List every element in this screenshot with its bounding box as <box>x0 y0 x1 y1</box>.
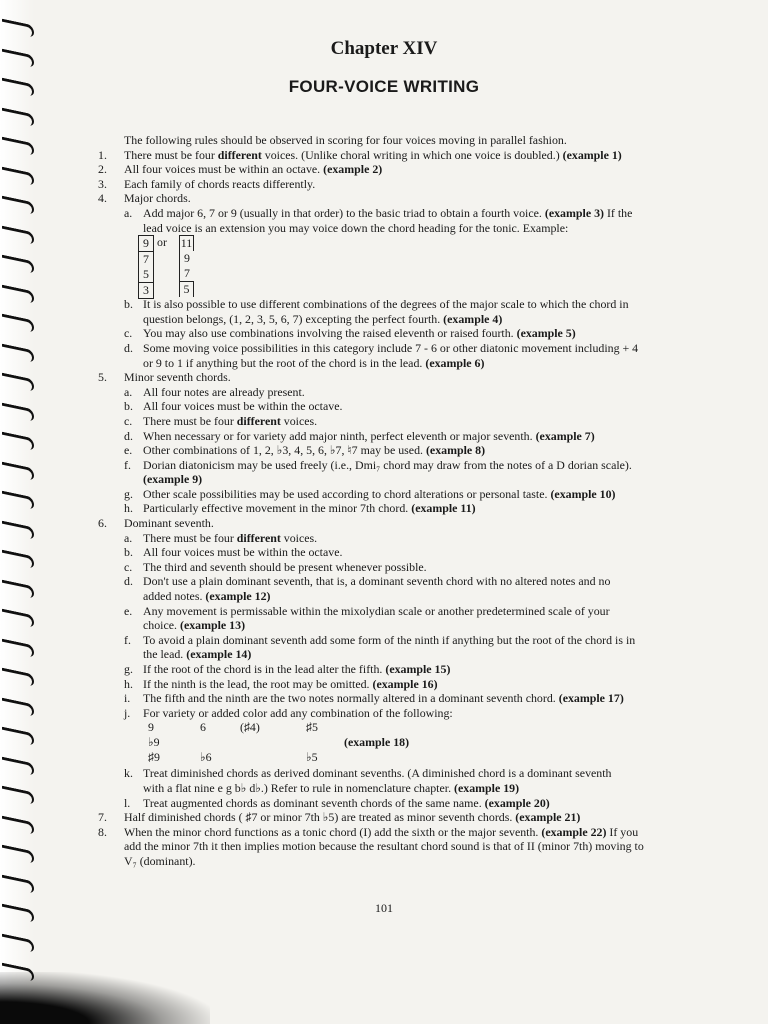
spiral-binding <box>0 0 34 1024</box>
rule-6 <box>98 516 683 531</box>
rule-3 <box>98 177 683 192</box>
rule-4a <box>98 206 683 221</box>
example-ref: (example 19) <box>454 780 520 795</box>
rule-number: 4. <box>98 191 107 206</box>
rule-text: If the ninth is the lead, the root may be omitted. <box>143 676 373 691</box>
voicing-degree: 9 <box>139 235 153 252</box>
intro-text: The following rules should be observed in scoring for four voices moving in parallel fashion. <box>124 133 567 147</box>
rule-6k <box>98 766 683 781</box>
tone-cell: ♯5 <box>306 720 318 735</box>
example-ref: (example 17) <box>558 691 624 706</box>
rule-text: To avoid a plain dominant seventh add some form of the ninth if anything but the root of the chord is in <box>143 632 636 647</box>
sub-label: e. <box>124 443 133 458</box>
rule-5a <box>98 385 683 400</box>
rule-text: Half diminished chords ( ♯7 or minor 7th ♭5) are treated as minor seventh chords. <box>124 810 516 825</box>
rule-4a-cont: lead voice is an extension you may voice down the chord heading for the tonic. Example: <box>143 220 569 235</box>
rule-text: All four voices must be within the octave. <box>143 545 343 560</box>
rule-text: All four voices must be within an octave. <box>124 162 324 177</box>
binding-coil <box>2 432 34 451</box>
example-ref: (example 13) <box>179 618 246 633</box>
binding-coil <box>2 107 34 126</box>
voicing-degree: 7 <box>184 266 190 281</box>
rule-6d <box>98 574 683 589</box>
rule-text: The fifth and the ninth are the two notes normally altered in a dominant seventh chord. <box>143 691 559 706</box>
rule-6e-cont <box>98 618 683 633</box>
rule-5d <box>98 429 683 444</box>
binding-coil <box>2 314 34 333</box>
rule-text: You may also use combinations involving the raised eleventh or raised fourth. <box>143 326 517 341</box>
example-ref: (example 5) <box>516 326 576 341</box>
example-ref: (example 11) <box>411 501 476 516</box>
voicing-stack-left <box>138 235 154 299</box>
example-ref: (example 16) <box>372 676 438 691</box>
rules-body <box>98 133 683 869</box>
binding-coil <box>2 461 34 480</box>
rule-text: Any movement is permissable within the mixolydian scale or another predetermined scale of your <box>143 603 610 618</box>
rule-6c <box>98 560 683 575</box>
example-ref: (example 14) <box>186 647 252 662</box>
binding-coil <box>2 609 34 628</box>
example-ref: (example 8) <box>425 443 486 458</box>
rule-text: Don't use a plain dominant seventh, that is, a dominant seventh chord with no altered notes and no <box>143 574 611 589</box>
rule-5e <box>98 443 683 458</box>
rule-8-cont: add the minor 7th it then implies motion because the resultant chord sound is that of II (minor 7th) moving to <box>124 839 644 854</box>
voicing-or: or <box>157 235 167 250</box>
example-ref: (example 9) <box>143 472 203 487</box>
rule-4d-cont <box>98 356 683 371</box>
rule-4b <box>98 297 683 312</box>
rule-6h <box>98 677 683 692</box>
rule-text: Minor seventh chords. <box>124 370 231 385</box>
rule-number: 6. <box>98 516 107 531</box>
tone-cell: 9 <box>148 720 154 735</box>
voicing-stack-right <box>179 235 194 297</box>
rule-text: Each family of chords reacts differently. <box>124 176 316 191</box>
rule-8 <box>98 825 683 840</box>
example-ref: (example 1) <box>562 147 622 162</box>
tone-cell: 6 <box>200 720 206 735</box>
tone-cell: ♭9 <box>148 734 160 749</box>
example-ref: (example 7) <box>535 428 595 443</box>
binding-coil <box>2 284 34 303</box>
page-title: FOUR-VOICE WRITING <box>288 77 480 96</box>
sub-label: a. <box>124 530 133 545</box>
sub-label: d. <box>124 428 133 443</box>
rule-text: Other scale possibilities may be used according to chord alterations or personal taste. <box>143 486 551 501</box>
rule-text: All four notes are already present. <box>143 384 305 399</box>
rule-5f-cont <box>98 472 683 487</box>
sub-label: b. <box>124 297 133 312</box>
sub-label: i. <box>124 691 131 706</box>
rule-5f <box>98 458 683 473</box>
example-ref: (example 21) <box>515 810 581 825</box>
binding-coil <box>2 137 34 156</box>
rule-5 <box>98 370 683 385</box>
rule-text: There must be four <box>143 413 237 428</box>
binding-coil <box>2 815 34 834</box>
sub-label: e. <box>124 603 133 618</box>
voicing-degree: 9 <box>184 251 190 266</box>
rule-6d-cont <box>98 589 683 604</box>
sub-label: h. <box>124 676 133 691</box>
rule-number: 8. <box>98 824 107 839</box>
page-number: 101 <box>375 901 393 915</box>
binding-coil <box>2 727 34 746</box>
sub-label: c. <box>124 559 133 574</box>
tone-cell: ♭5 <box>306 749 318 764</box>
example-ref: (example 6) <box>425 355 485 370</box>
rule-6f-cont <box>98 647 683 662</box>
rule-text: Particularly effective movement in the minor 7th chord. <box>143 501 412 516</box>
voicing-degree: 3 <box>139 282 153 299</box>
example-ref: (example 3) <box>544 205 604 220</box>
rule-7 <box>98 810 683 825</box>
binding-coil <box>2 166 34 185</box>
chapter-heading: Chapter XIV <box>330 38 438 59</box>
binding-coil <box>2 491 34 510</box>
binding-coil <box>2 343 34 362</box>
sub-label: d. <box>124 574 133 589</box>
rule-text: Treat augmented chords as dominant seventh chords of the same name. <box>143 795 485 810</box>
rule-text: voices. <box>280 413 318 428</box>
rule-text: If you <box>606 824 639 839</box>
voicing-degree: 5 <box>180 281 194 297</box>
rule-6f <box>98 633 683 648</box>
rule-text: If the root of the chord is in the lead alter the fifth. <box>143 662 386 676</box>
binding-coil <box>2 933 34 952</box>
rule-text: Add major 6, 7 or 9 (usually in that order) to the basic triad to obtain a fourth voice. <box>143 205 545 220</box>
voicing-degree: 5 <box>143 267 149 282</box>
rule-text: All four voices must be within the octave. <box>143 399 343 414</box>
binding-coil <box>2 756 34 775</box>
rule-6k-cont <box>98 781 683 796</box>
binding-coil <box>2 668 34 687</box>
rule-4d <box>98 341 683 356</box>
example-ref: (example 12) <box>205 589 271 604</box>
rule-5h <box>98 501 683 516</box>
rule-text: When the minor chord functions as a tonic chord (I) add the sixth or the major seventh. <box>124 824 542 839</box>
rule-text: When necessary or for variety add major ninth, perfect eleventh or major seventh. <box>143 428 536 443</box>
binding-coil <box>2 19 34 38</box>
sub-label: h. <box>124 501 133 516</box>
rule-number: 1. <box>98 147 107 162</box>
binding-coil <box>2 373 34 392</box>
voicing-degree: 11 <box>180 236 193 251</box>
example-ref: (example 10) <box>550 486 616 501</box>
color-tones-table <box>148 720 683 766</box>
rule-8-cont: V₇ (dominant). <box>124 853 196 868</box>
rule-4 <box>98 191 683 206</box>
rule-text: There must be four <box>143 530 237 545</box>
sub-label: j. <box>124 705 131 720</box>
sub-label: c. <box>124 413 133 428</box>
rule-text: with a flat nine e g b♭ d♭.) Refer to rule in nomenclature chapter. <box>143 780 455 795</box>
rule-text: voices. <box>280 530 318 545</box>
rule-6e <box>98 604 683 619</box>
sub-label: g. <box>124 662 133 676</box>
binding-coil <box>2 786 34 805</box>
sub-label: f. <box>124 457 131 472</box>
binding-coil <box>2 255 34 274</box>
rule-6b <box>98 545 683 560</box>
sub-label: b. <box>124 545 133 560</box>
rule-text: the lead. <box>143 647 187 662</box>
rule-text: choice. <box>143 618 180 633</box>
binding-coil <box>2 196 34 215</box>
voicing-degree: 7 <box>143 252 149 267</box>
rule-text: Dominant seventh. <box>124 516 214 531</box>
sub-label: k. <box>124 766 133 781</box>
sub-label: a. <box>124 205 133 220</box>
emphasis: different <box>217 147 262 162</box>
rule-text: question belongs, (1, 2, 3, 5, 6, 7) excepting the perfect fourth. <box>143 311 444 326</box>
rule-number: 2. <box>98 162 107 177</box>
binding-coil <box>2 520 34 539</box>
sub-label: c. <box>124 326 133 341</box>
rule-5b <box>98 399 683 414</box>
sub-label: d. <box>124 340 133 355</box>
sub-label: b. <box>124 399 133 414</box>
rule-text: Other combinations of 1, 2, ♭3, 4, 5, 6, ♭7, ♮7 may be used. <box>143 443 426 458</box>
rule-4c <box>98 326 683 341</box>
emphasis: different <box>236 530 281 545</box>
sub-label: g. <box>124 486 133 501</box>
binding-coil <box>2 225 34 244</box>
binding-coil <box>2 402 34 421</box>
rule-text: If the <box>603 205 633 220</box>
rule-text: For variety or added color add any combination of the following: <box>143 705 453 720</box>
example-ref: (example 4) <box>443 311 503 326</box>
rule-number: 7. <box>98 810 107 825</box>
binding-coil <box>2 874 34 893</box>
example-ref: (example 20) <box>484 795 550 810</box>
rule-number: 3. <box>98 176 107 191</box>
tone-cell: (♯4) <box>240 720 260 735</box>
rule-text: There must be four <box>124 147 218 162</box>
binding-coil <box>2 550 34 569</box>
binding-coil <box>2 697 34 716</box>
rule-text: Some moving voice possibilities in this category include 7 - 6 or other diatonic movement including + 4 <box>143 340 639 355</box>
rule-text: Treat diminished chords as derived dominant sevenths. (A diminished chord is a dominant seventh <box>143 766 612 781</box>
rule-6a <box>98 531 683 546</box>
tone-cell: ♯9 <box>148 749 160 764</box>
rule-text: The third and seventh should be present whenever possible. <box>143 559 427 574</box>
rule-5c <box>98 414 683 429</box>
example-ref: (example 22) <box>541 824 607 839</box>
sub-label: a. <box>124 384 133 399</box>
example-ref: (example 2) <box>323 162 383 177</box>
binding-coil <box>2 579 34 598</box>
example-ref: (example 15) <box>385 662 451 676</box>
example-ref: (example 18) <box>344 734 410 749</box>
sub-label: l. <box>124 795 131 810</box>
tone-cell: ♭6 <box>200 749 212 764</box>
binding-coil <box>2 845 34 864</box>
rule-2 <box>98 162 683 177</box>
rule-6j <box>98 706 683 721</box>
rule-5g <box>98 487 683 502</box>
rule-number: 5. <box>98 370 107 385</box>
rule-4b-cont <box>98 312 683 327</box>
scan-shadow <box>0 972 210 1024</box>
rule-1 <box>98 148 683 163</box>
binding-coil <box>2 638 34 657</box>
voicing-example <box>138 235 683 297</box>
rule-text: added notes. <box>143 589 206 604</box>
rule-6i <box>98 691 683 706</box>
rule-text: Major chords. <box>124 191 191 206</box>
rule-6g <box>98 662 683 677</box>
rule-text: Dorian diatonicism may be used freely (i.e., Dmi₇ chord may draw from the notes of a D dorian scale). <box>143 457 632 472</box>
rule-6l <box>98 796 683 811</box>
sub-label: f. <box>124 632 131 647</box>
rule-text: or 9 to 1 if anything but the root of the chord is in the lead. <box>143 355 426 370</box>
emphasis: different <box>236 413 281 428</box>
rule-text: It is also possible to use different combinations of the degrees of the major scale to which the chord in <box>143 297 629 312</box>
rule-text: voices. (Unlike choral writing in which one voice is doubled.) <box>261 147 563 162</box>
